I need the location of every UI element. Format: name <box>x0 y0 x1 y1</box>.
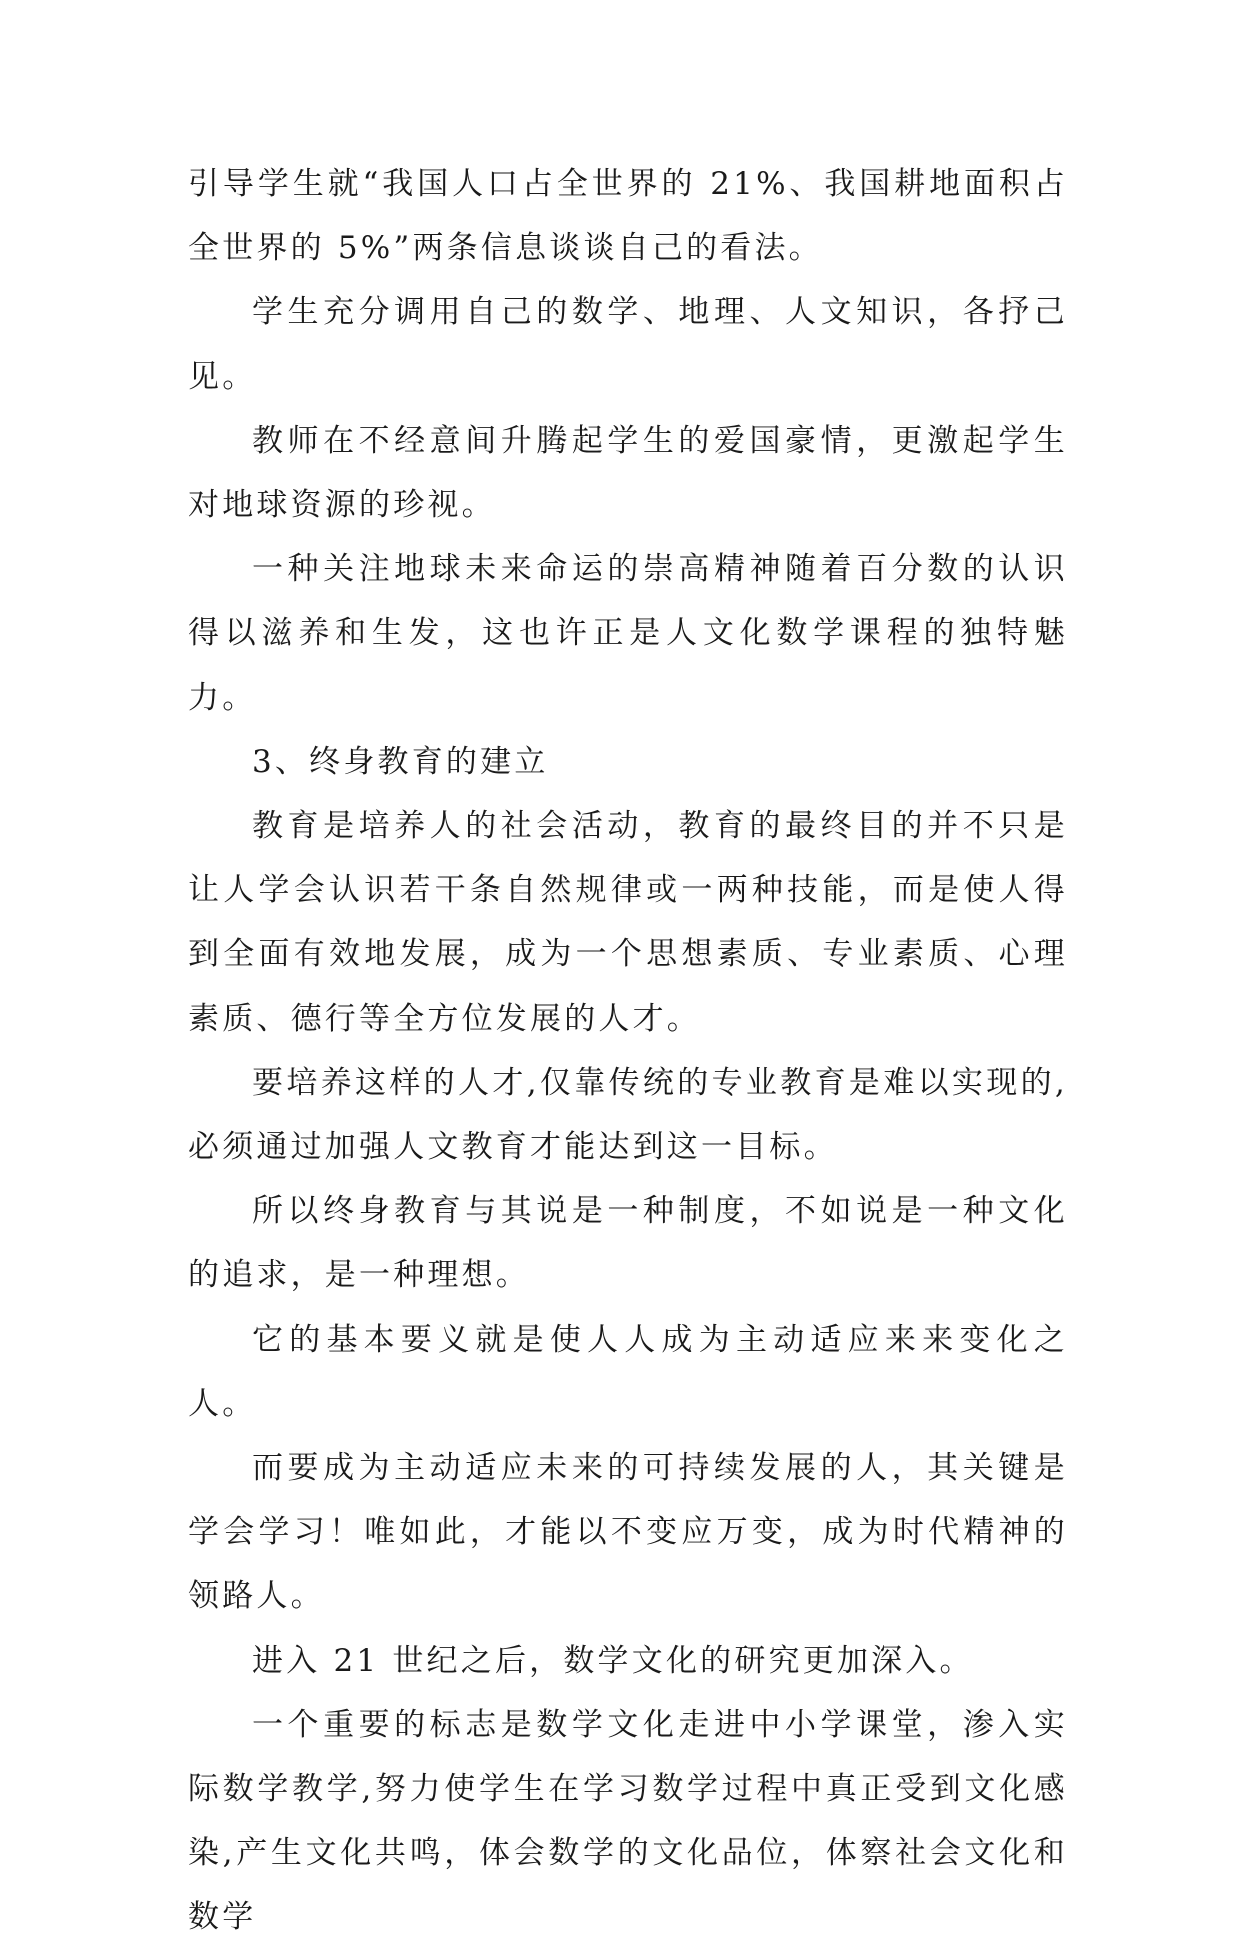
section-heading: 3、终身教育的建立 <box>252 743 549 780</box>
paragraph-7: 要培养这样的人才,仅靠传统的专业教育是难以实现的,必须通过加强人文教育才能达到这一目标。 <box>188 1064 1068 1166</box>
paragraph-2: 学生充分调用自己的数学、地理、人文知识，各抒己见。 <box>188 294 1068 395</box>
paragraph-12: 一个重要的标志是数学文化走进中小学课堂，渗入实际数学教学,努力使学生在学习数学过程中真正受到文化感染,产生文化共鸣，体会数学的文化品位，体察社会文化和数学 <box>188 1706 1068 1936</box>
paragraph-10: 而要成为主动适应未来的可持续发展的人，其关键是学会学习！唯如此，才能以不变应万变，成为时代精神的领路人。 <box>188 1450 1068 1615</box>
paragraph-3: 教师在不经意间升腾起学生的爱国豪情，更激起学生对地球资源的珍视。 <box>188 422 1068 524</box>
paragraph-11: 进入 21 世纪之后，数学文化的研究更加深入。 <box>252 1642 974 1679</box>
paragraph-9: 它的基本要义就是使人人成为主动适应来来变化之人。 <box>188 1321 1068 1422</box>
document-body <box>188 152 1068 1950</box>
paragraph-1: 引导学生就“我国人口占全世界的 21%、我国耕地面积占全世界的 5%”两条信息谈谈自己的看法。 <box>188 166 1068 267</box>
paragraph-6: 教育是培养人的社会活动，教育的最终目的并不只是让人学会认识若干条自然规律或一两种技能，而是使人得到全面有效地发展，成为一个思想素质、专业素质、心理素质、德行等全方位发展的人才。 <box>188 808 1068 1037</box>
paragraph-4: 一种关注地球未来命运的崇高精神随着百分数的认识得以滋养和生发，这也许正是人文化数学课程的独特魅力。 <box>188 551 1068 716</box>
paragraph-8: 所以终身教育与其说是一种制度，不如说是一种文化的追求，是一种理想。 <box>188 1193 1068 1294</box>
